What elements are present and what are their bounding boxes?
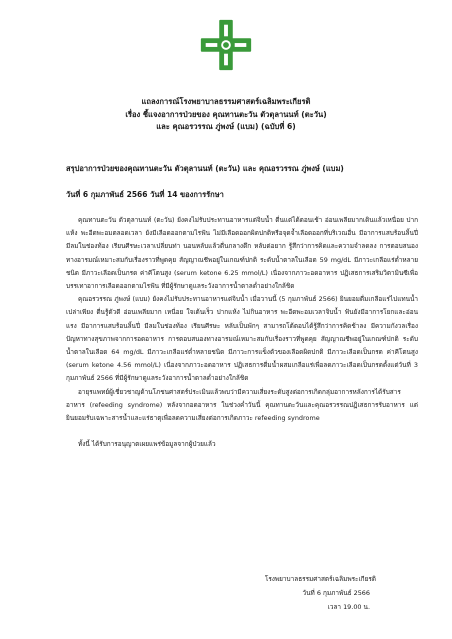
header-line-3: และ คุณอรวรรณ ภู่พงษ์ (แบม) (ฉบับที่ 6) bbox=[156, 122, 296, 131]
statement-page bbox=[14, 6, 438, 633]
signoff-time: เวลา 19.00 น. bbox=[327, 603, 370, 611]
hospital-cross-logo bbox=[197, 16, 255, 74]
header-line-2: เรื่อง ชี้แจงอาการป่วยของ คุณทานตะวัน ตัวตุลานนท์ (ตะวัน) bbox=[125, 109, 327, 119]
consent-line: ทั้งนี้ ได้รับการอนุญาตเผยแพร่ข้อมูลจากผู้ป่วยแล้ว bbox=[78, 440, 216, 449]
paragraph-tantawan: คุณทานตะวัน ตัวตุลานนท์ (ตะวัน) ยังคงไม่รับประทานอาหารแต่จิบน้ำ ตื่นแต่ได้ตอนเช้า อ่อนเพลียมากเดินแล้วเหนื่อย ปากแห้ง พะอืดพะอมตลอดเวลา ยังมีเลือดออกตามไรฟัน ไม่มีเลือดออกผิดปกติหรือจุดจ้ำเลือดออกที่บริเวณอื่น มีอาการแสบร้อนลิ้นปี่ มีลมในช่องท้อง เรียนศีรษะเวลาเปลี่ยนท่า นอนหลับแล้วตื่นกลางดึก หลับต่อยาก รู้สึกว่าการคิดและความจำลดลง การตอบสนองทางอารมณ์เหมาะสมกับเรื่องราวที่พูดคุย สัญญาณชีพอยู่ในเกณฑ์ปกติ ระดับน้ำตาลในเลือด 59 mg/dL มีภาวะเกลือแร่ต่ำหลายชนิด มีภาวะเลือดเป็นกรด ค่าคีโตนสูง (serum ketone 6.25 mmol/L) เนื่องจากภาวะอดอาหาร ปฏิเสธการเสริมวิตามินซีเพื่อบรรเทาอาการเลือดออกตามไรฟัน ที่มีผู้รักษาดูแลระวังอาการน้ำตาลต่ำอย่างใกล้ชิด bbox=[66, 216, 418, 291]
header-line-1: แถลงการณ์โรงพยาบาลธรรมศาสตร์เฉลิมพระเกียรติ bbox=[141, 97, 311, 106]
signoff-block bbox=[265, 572, 376, 614]
paragraph-nutrition: อายุรแพทย์ผู้เชี่ยวชาญด้านโภชนศาสตร์ประเมินแล้วพบว่ามีความเสี่ยงระดับสูงต่อการเกิดกลุ่มอาการหลังการได้รับสารอาหาร (refeeding syndrome) หลังจากอดอาหาร ในช่วงค่ำวันนี้ คุณทานตะวันและคุณอรวรรณปฏิเสธการรับอาหาร แต่ยินยอมรับเฉพาะสารน้ำและแร่ธาตุเพื่อลดความเสี่ยงต่อการเกิดภาวะ refeeding syndrome bbox=[66, 387, 418, 423]
summary-title: สรุปอาการป่วยของคุณทานตะวัน ตัวตุลานนท์ (ตะวัน) และ คุณอรวรรณ ภู่พงษ์ (แบม) bbox=[66, 164, 344, 173]
statement-body bbox=[66, 214, 418, 451]
signoff-date: วันที่ 6 กุมภาพันธ์ 2566 bbox=[302, 589, 370, 597]
paragraph-orawan: คุณอรวรรณ ภู่พงษ์ (แบม) ยังคงไม่รับประทานอาหารแต่จิบน้ำ เมื่อวานนี้ (5 กุมภาพันธ์ 2566) ยินยอมดื่มเกลือแร่ไปแทนน้ำเปล่าเพียง ตื่นรู้ตัวดี อ่อนเพลียมาก เหนื่อย ใจเต้นเร็ว ปากแห้ง ไม่กินอาหาร พะอืดพะอมเวลาจิบน้ำ ฟันยังมีอาการโยกและอ่อนแรง มีอาการแสบร้อนลิ้นปี่ มีลมในช่องท้อง เรียนศีรษะ หลับเป็นพักๆ สามารถโต้ตอบได้รู้สึกว่าการคิดช้าลง มีความกังวลเรื่องปัญหาทางสุขภาพจากการอดอาหาร การตอบสนองทางอารมณ์เหมาะสมกับเรื่องราวที่พูดคุย สัญญาณชีพอยู่ในเกณฑ์ปกติ ระดับน้ำตาลในเลือด 64 mg/dL มีภาวะเกลือแร่ต่ำหลายชนิด มีภาวะการแข็งตัวของเลือดผิดปกติ มีภาวะเลือดเป็นกรด ค่าคีโตนสูง (serum ketone 4.56 mmol/L) เนื่องจากภาวะอดอาหาร ปฏิเสธการดื่มน้ำผสมเกลือแร่เพื่อลดภาวะเลือดเป็นกรดตั้งแต่วันที่ 3 กุมภาพันธ์ 2566 ที่มีผู้รักษาดูแลระวังอาการน้ำตาลต่ำอย่างใกล้ชิด bbox=[66, 295, 418, 383]
signoff-org: โรงพยาบาลธรรมศาสตร์เฉลิมพระเกียรติ bbox=[264, 575, 376, 583]
date-line: วันที่ 6 กุมภาพันธ์ 2566 วันที่ 14 ของการรักษา bbox=[66, 190, 224, 199]
statement-header bbox=[14, 96, 438, 134]
